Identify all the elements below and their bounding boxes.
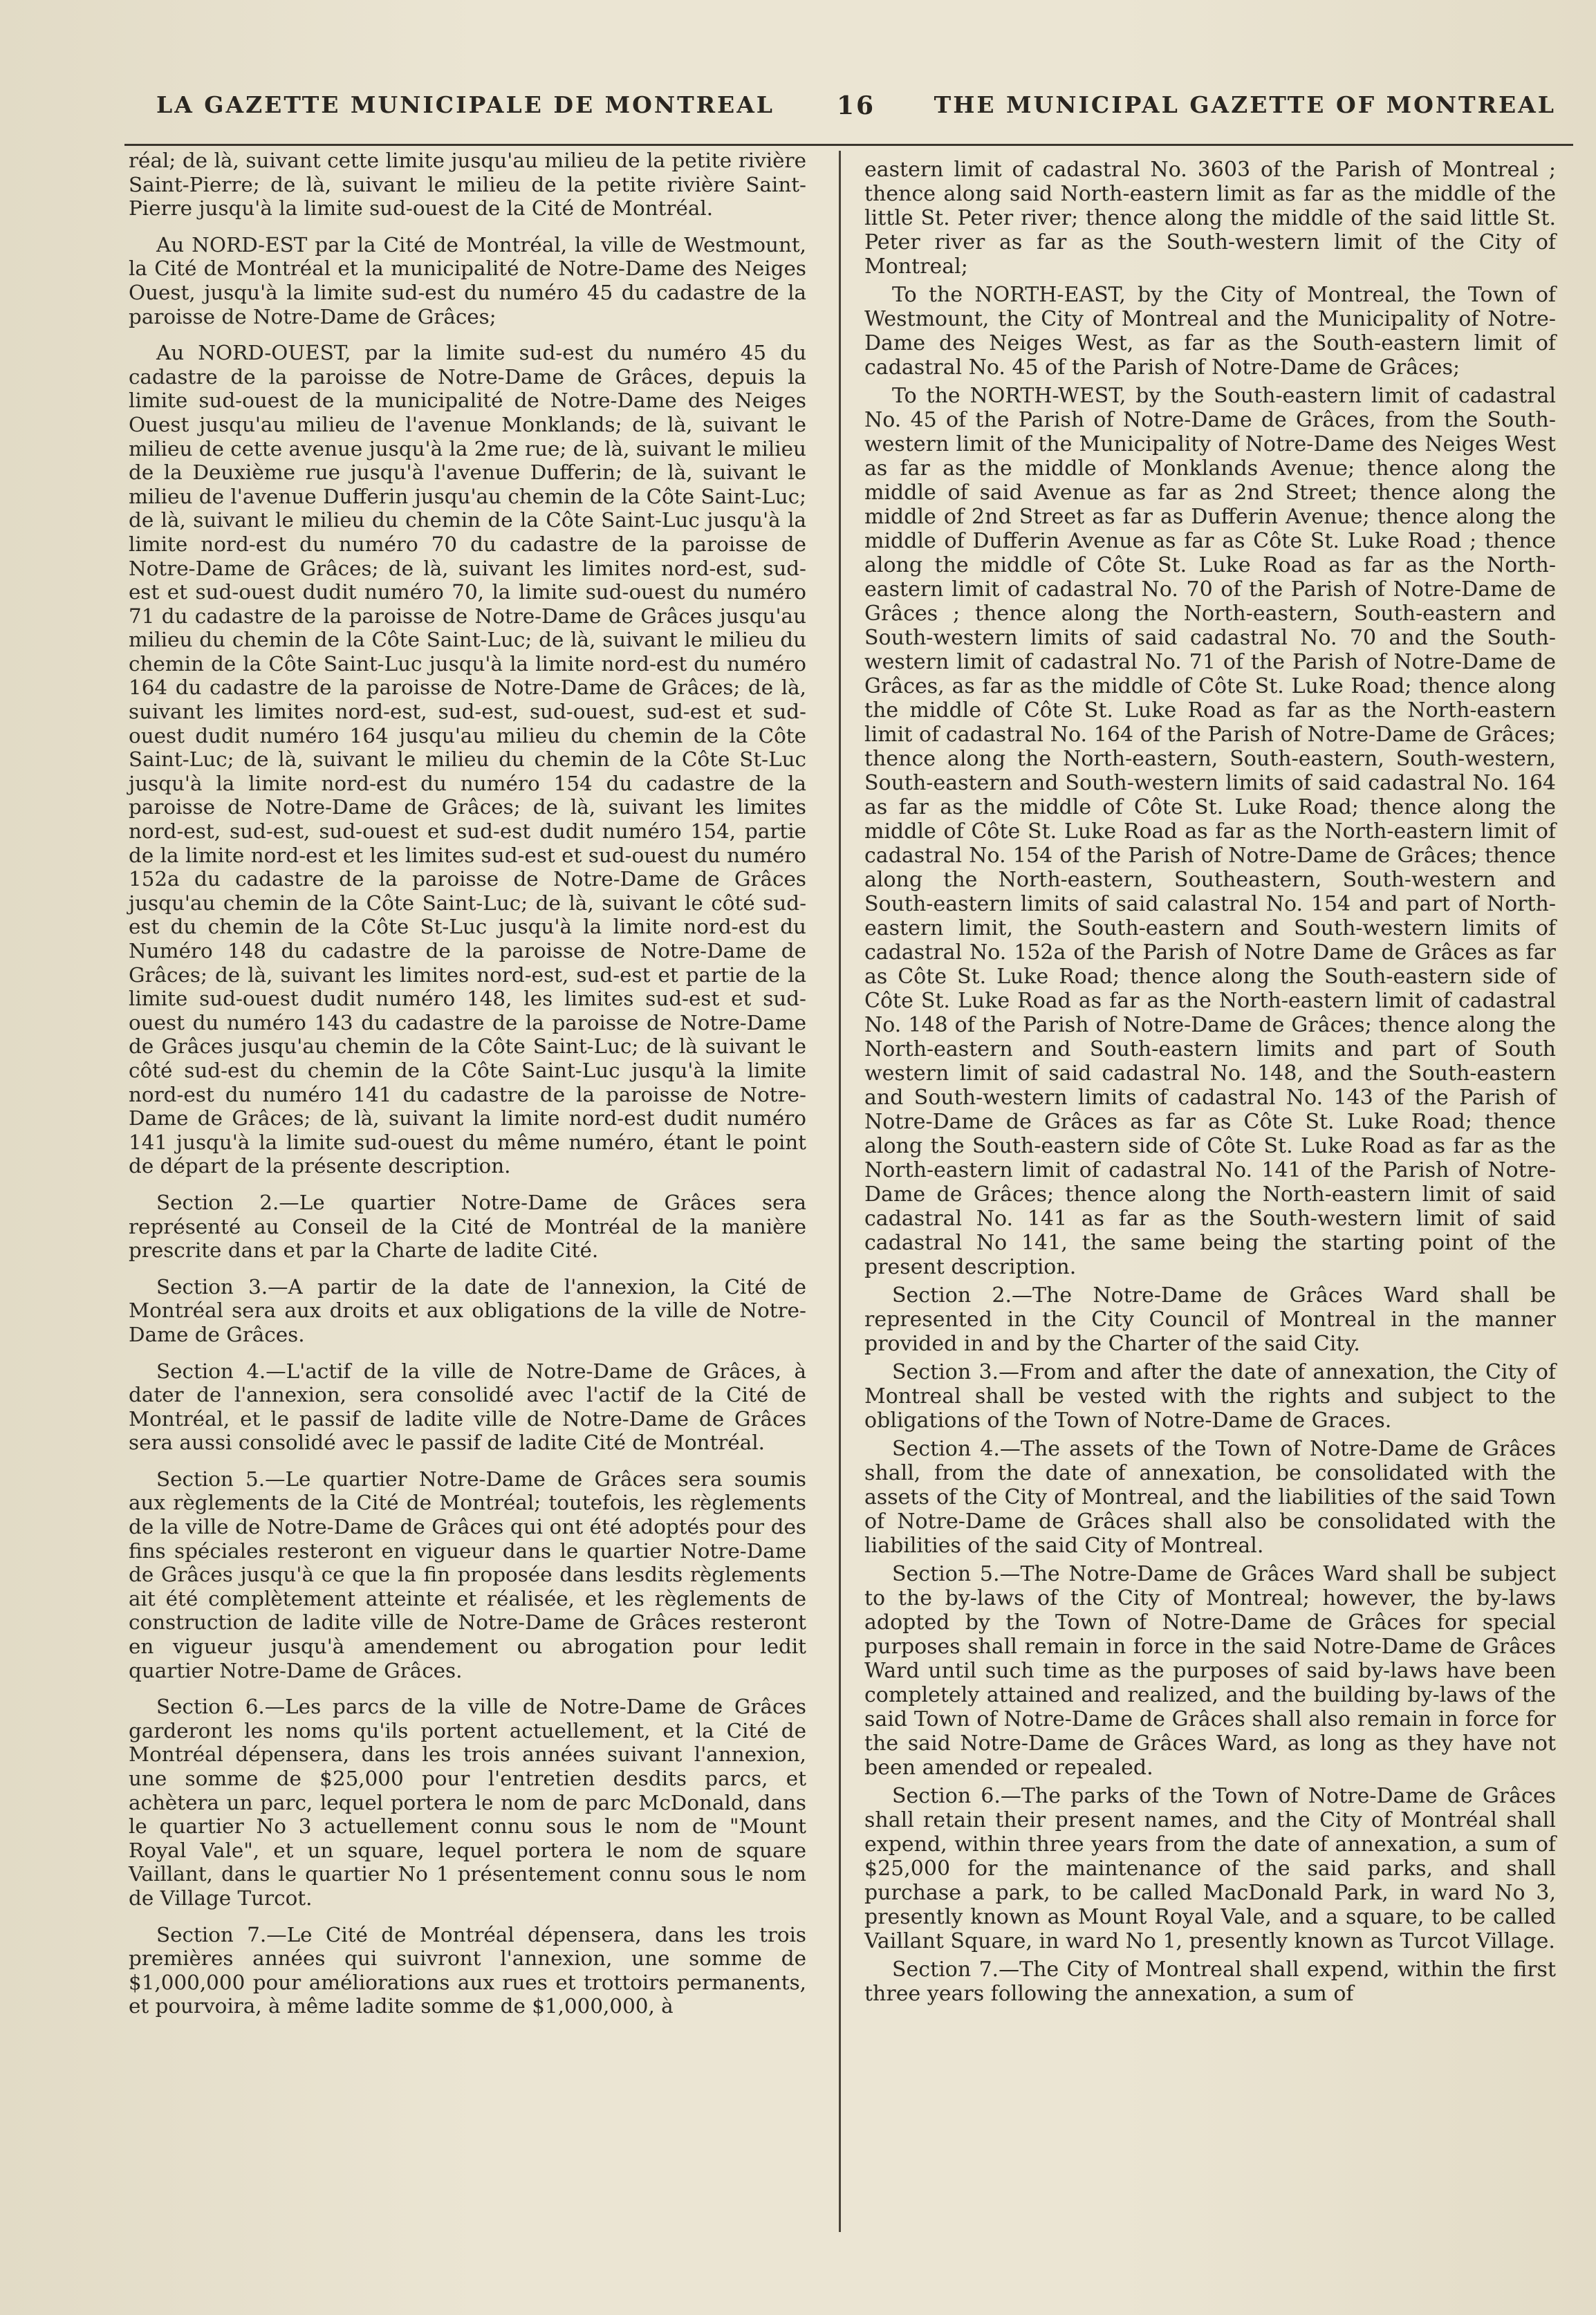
header-english-title: THE MUNICIPAL GAZETTE OF MONTREAL	[934, 91, 1556, 118]
paragraph: réal; de là, suivant cette limite jusqu'au milieu de la petite rivière Saint-Pierre; de là, suivant le milieu de la petite rivière Saint-Pierre jusqu'à la limite sud-ouest de la Cité de Montréal.	[129, 149, 806, 221]
paragraph: Section 5.—The Notre-Dame de Grâces Ward shall be subject to the by-laws of the City of Montreal; however, the by-laws adopted by the Town of Notre-Dame de Grâces for special purposes shall remain in force in the said Notre-Dame de Grâces Ward until such time as the purposes of said by-laws have been completely attained and realized, and the building by-laws of the said Town of Notre-Dame de Grâces shall also remain in force for the said Notre-Dame de Grâces Ward, as long as they have not been amended or repealed.	[864, 1562, 1556, 1780]
paragraph: eastern limit of cadastral No. 3603 of the Parish of Montreal ; thence along said North-eastern limit as far as the middle of the little St. Peter river; thence along the middle of the said little St. Peter river as far as the South-western limit of the City of Montreal;	[864, 158, 1556, 279]
paragraph: Section 2.—Le quartier Notre-Dame de Grâces sera représenté au Conseil de la Cité de Montréal de la manière prescrite dans et par la Charte de ladite Cité.	[129, 1190, 806, 1263]
french-column	[129, 149, 806, 2031]
paragraph: Section 5.—Le quartier Notre-Dame de Grâces sera soumis aux règlements de la Cité de Montréal; toutefois, les règlements de la ville de Notre-Dame de Grâces qui ont été adoptés pour des fins spéciales resteront en vigueur dans le quartier Notre-Dame de Grâces jusqu'à ce que la fin proposée dans lesdits règlements ait été complètement atteinte et réalisée, et les règlements de construction de ladite ville de Notre-Dame de Grâces resteront en vigueur jusqu'à amendement ou abrogation pour ledit quartier Notre-Dame de Grâces.	[129, 1467, 806, 1682]
paragraph: Au NORD-OUEST, par la limite sud-est du numéro 45 du cadastre de la paroisse de Notre-Dame de Grâces, depuis la limite sud-ouest de la municipalité de Notre-Dame des Neiges Ouest jusqu'au milieu de l'avenue Monklands; de là, suivant le milieu de cette avenue jusqu'à la 2me rue; de là, suivant le milieu de la Deuxième rue jusqu'à l'avenue Dufferin; de là, suivant le milieu de l'avenue Dufferin jusqu'au chemin de la Côte Saint-Luc; de là, suivant le milieu du chemin de la Côte Saint-Luc jusqu'à la limite nord-est du numéro 70 du cadastre de la paroisse de Notre-Dame de Grâces; de là, suivant les limites nord-est, sud-est et sud-ouest dudit numéro 70, la limite sud-ouest du numéro 71 du cadastre de la paroisse de Notre-Dame de Grâces jusqu'au milieu du chemin de la Côte Saint-Luc; de là, suivant le milieu du chemin de la Côte Saint-Luc jusqu'à la limite nord-est du numéro 164 du cadastre de la paroisse de Notre-Dame de Grâces; de là, suivant les limites nord-est, sud-est, sud-ouest, sud-est et sud-ouest dudit numéro 164 jusqu'au milieu du chemin de la Côte Saint-Luc; de là, suivant le milieu du chemin de la Côte St-Luc jusqu'à la limite nord-est du numéro 154 du cadastre de la paroisse de Notre-Dame de Grâces; de là, suivant les limites nord-est, sud-est, sud-ouest et sud-est dudit numéro 154, partie de la limite nord-est et les limites sud-est et sud-ouest du numéro 152a du cadastre de la paroisse de Notre-Dame de Grâces jusqu'au chemin de la Côte Saint-Luc; de là, suivant le côté sud-est du chemin de la Côte St-Luc jusqu'à la limite nord-est du Numéro 148 du cadastre de la paroisse de Notre-Dame de Grâces; de là, suivant les limites nord-est, sud-est et partie de la limite sud-ouest dudit numéro 148, les limites sud-est et sud-ouest du numéro 143 du cadastre de la paroisse de Notre-Dame de Grâces jusqu'au chemin de la Côte Saint-Luc; de là suivant le côté sud-est du chemin de la Côte Saint-Luc jusqu'à la limite nord-est du numéro 141 du cadastre de la paroisse de Notre-Dame de Grâces; de là, suivant la limite nord-est dudit numéro 141 jusqu'à la limite sud-ouest du même numéro, étant le point de départ de la présente description.	[129, 341, 806, 1178]
paragraph: Section 4.—L'actif de la ville de Notre-Dame de Grâces, à dater de l'annexion, sera consolidé avec l'actif de la Cité de Montréal, et le passif de ladite ville de Notre-Dame de Grâces sera aussi consolidé avec le passif de ladite Cité de Montréal.	[129, 1359, 806, 1455]
paragraph: Au NORD-EST par la Cité de Montréal, la ville de Westmount, la Cité de Montréal et la municipalité de Notre-Dame des Neiges Ouest, jusqu'à la limite sud-est du numéro 45 du cadastre de la paroisse de Notre-Dame de Grâces;	[129, 232, 806, 328]
paragraph: To the NORTH-WEST, by the South-eastern limit of cadastral No. 45 of the Parish of Notre-Dame de Grâces, from the South-western limit of the Municipality of Notre-Dame des Neiges West as far as the middle of Monklands Avenue; thence along the middle of said Avenue as far as 2nd Street; thence along the middle of 2nd Street as far as Dufferin Avenue; thence along the middle of Dufferin Avenue as far as Côte St. Luke Road ; thence along the middle of Côte St. Luke Road as far as the North-eastern limit of cadastral No. 70 of the Parish of Notre-Dame de Grâces ; thence along the North-eastern, South-eastern and South-western limits of said cadastral No. 70 and the South-western limit of cadastral No. 71 of the Parish of Notre-Dame de Grâces, as far as the middle of Côte St. Luke Road; thence along the middle of Côte St. Luke Road as far as the North-eastern limit of cadastral No. 164 of the Parish of Notre-Dame de Grâces; thence along the North-eastern, South-eastern, South-western, South-eastern and South-western limits of said cadastral No. 164 as far as the middle of Côte St. Luke Road; thence along the middle of Côte St. Luke Road as far as the North-eastern limit of cadastral No. 154 of the Parish of Notre-Dame de Grâces; thence along the North-eastern, Southeastern, South-western and South-eastern limits of said calastral No. 154 and part of North-eastern limit, the South-eastern and South-western limits of cadastral No. 152a of the Parish of Notre Dame de Grâces as far as Côte St. Luke Road; thence along the South-eastern side of Côte St. Luke Road as far as the North-eastern limit of cadastral No. 148 of the Parish of Notre-Dame de Grâces; thence along the North-eastern and South-eastern limits and part of South western limit of said cadastral No. 148, and the South-eastern and South-western limits of cadastral No. 143 of the Parish of Notre-Dame de Grâces as far as Côte St. Luke Road; thence along the South-eastern side of Côte St. Luke Road as far as the North-eastern limit of cadastral No. 141 of the Parish of Notre-Dame de Grâces; thence along the North-eastern limit of said cadastral No. 141 as far as the South-western limit of said cadastral No 141, the same being the starting point of the present description.	[864, 384, 1556, 1279]
page-header	[124, 83, 1556, 138]
header-rule	[124, 144, 1573, 146]
page-number: 16	[837, 91, 876, 120]
paragraph: Section 7.—Le Cité de Montréal dépensera, dans les trois premières années qui suivront l'annexion, une somme de $1,000,000 pour améliorations aux rues et trottoirs permanents, et pourvoira, à même ladite somme de $1,000,000, à	[129, 1922, 806, 2018]
paragraph: Section 2.—The Notre-Dame de Grâces Ward shall be represented in the City Council of Montreal in the manner provided in and by the Charter of the said City.	[864, 1283, 1556, 1356]
paragraph: Section 6.—The parks of the Town of Notre-Dame de Grâces shall retain their present names, and the City of Montréal shall expend, within three years from the date of annexation, a sum of $25,000 for the maintenance of the said parks, and shall purchase a park, to be called MacDonald Park, in ward No 3, presently known as Mount Royal Vale, and a square, to be called Vaillant Square, in ward No 1, presently known as Turcot Village.	[864, 1784, 1556, 1953]
paragraph: Section 4.—The assets of the Town of Notre-Dame de Grâces shall, from the date of annexation, be consolidated with the assets of the City of Montreal, and the liabilities of the said Town of Notre-Dame de Grâces shall also be consolidated with the liabilities of the said City of Montreal.	[864, 1437, 1556, 1558]
paragraph: Section 7.—The City of Montreal shall expend, within the first three years following the annexation, a sum of	[864, 1958, 1556, 2006]
paragraph: Section 3.—A partir de la date de l'annexion, la Cité de Montréal sera aux droits et aux obligations de la ville de Notre-Dame de Grâces.	[129, 1274, 806, 1346]
paragraph: Section 6.—Les parcs de la ville de Notre-Dame de Grâces garderont les noms qu'ils portent actuellement, et la Cité de Montréal dépensera, dans les trois années suivant l'annexion, une somme de $25,000 pour l'entretien desdits parcs, et achètera un parc, lequel portera le nom de parc McDonald, dans le quartier No 3 actuellement connu sous le nom de "Mount Royal Vale", et un square, lequel portera le nom de square Vaillant, dans le quartier No 1 présentement connu sous le nom de Village Turcot.	[129, 1695, 806, 1910]
paragraph: Section 3.—From and after the date of annexation, the City of Montreal shall be vested with the rights and subject to the obligations of the Town of Notre-Dame de Graces.	[864, 1360, 1556, 1433]
english-column	[864, 158, 1556, 2010]
header-french-title: LA GAZETTE MUNICIPALE DE MONTREAL	[156, 91, 775, 118]
paragraph: To the NORTH-EAST, by the City of Montreal, the Town of Westmount, the City of Montreal and the Municipality of Notre-Dame des Neiges West, as far as the South-eastern limit of cadastral No. 45 of the Parish of Notre-Dame de Grâces;	[864, 283, 1556, 380]
column-divider	[839, 151, 841, 2232]
